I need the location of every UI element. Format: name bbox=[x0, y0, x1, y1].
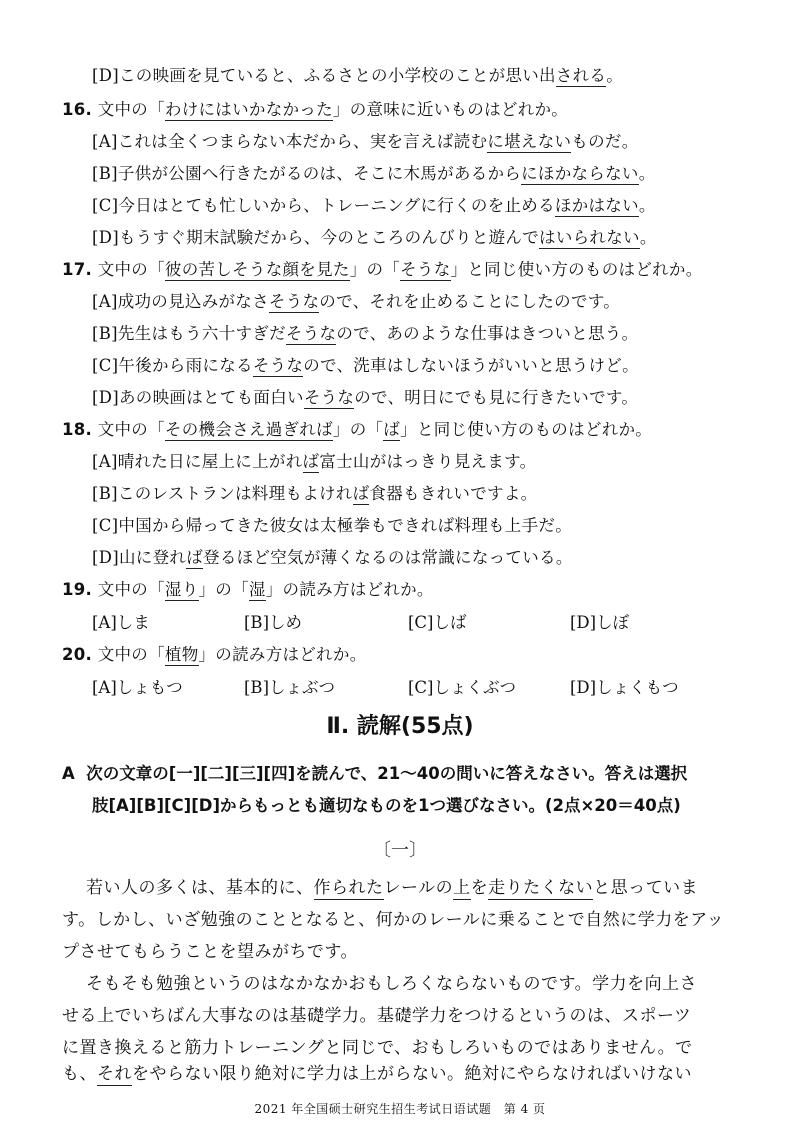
passage-line-3: プさせてもらうことを望みがちです。 bbox=[62, 942, 358, 962]
q18-stem: 18. 文中の「その機会さえ過ぎれば」の「ば」と同じ使い方のものはどれか。 bbox=[62, 420, 653, 439]
page-footer: 2021 年全国硕士研究生招生考试日语试题 第 4 页 bbox=[254, 1102, 546, 1116]
q17-option-d: [D]あの映画はとても面白いそうなので、明日にでも見に行きたいです。 bbox=[92, 388, 639, 407]
q16-option-b: [B]子供が公園へ行きたがるのは、そこに木馬があるからにほかならない。 bbox=[92, 164, 656, 183]
passage-line-4: そもそも勉強というのはなかなかおもしろくならないものです。学力を向上さ bbox=[86, 974, 698, 994]
q19-option-a: [A]しま bbox=[92, 613, 150, 632]
q20-stem: 20. 文中の「植物」の読み方はどれか。 bbox=[62, 645, 367, 664]
q20-option-b: [B]しょぶつ bbox=[244, 678, 335, 697]
instruction-line-2: 肢[A][B][C][D]からもっとも適切なものを1つ選びなさい。(2点×20＝40点) bbox=[92, 796, 681, 815]
q19-stem: 19. 文中の「湿り」の「湿」の読み方はどれか。 bbox=[62, 580, 434, 599]
q19-option-c: [C]しば bbox=[408, 613, 467, 632]
q19-option-b: [B]しめ bbox=[244, 613, 302, 632]
q16-stem: 16. 文中の「わけにはいかなかった」の意味に近いものはどれか。 bbox=[62, 100, 569, 119]
q16-option-a: [A]これは全くつまらない本だから、実を言えば読むに堪えないものだ。 bbox=[92, 132, 639, 151]
q18-option-a: [A]晴れた日に屋上に上がれば富士山がはっきり見えます。 bbox=[92, 452, 537, 471]
q20-option-c: [C]しょくぶつ bbox=[408, 678, 516, 697]
q18-option-b: [B]このレストランは料理もよければ食器もきれいですよ。 bbox=[92, 484, 538, 503]
instruction-line-1: A 次の文章の[一][二][三][四]を読んで、21～40の問いに答えなさい。答えは選択 bbox=[62, 764, 688, 783]
passage-line-6: に置き換えると筋力トレーニングと同じで、おもしろいものではありません。で bbox=[62, 1038, 693, 1058]
q20-option-a: [A]しょもつ bbox=[92, 678, 183, 697]
q18-option-d: [D]山に登れば登るほど空気が薄くなるのは常識になっている。 bbox=[92, 548, 573, 567]
passage-marker: 〔一〕 bbox=[373, 840, 427, 861]
q20-option-d: [D]しょくもつ bbox=[570, 678, 679, 697]
section-title: Ⅱ. 読解(55点) bbox=[326, 714, 474, 739]
q17-option-c: [C]午後から雨になるそうなので、洗車はしないほうがいいと思うけど。 bbox=[92, 356, 639, 375]
passage-line-7: も、それをやらない限り絶対に学力は上がらない。絶対にやらなければいけない bbox=[62, 1064, 692, 1084]
q17-option-a: [A]成功の見込みがなさそうなので、それを止めることにしたのです。 bbox=[92, 292, 621, 311]
q15-option-d: [D]この映画を見ていると、ふるさとの小学校のことが思い出される。 bbox=[92, 66, 624, 85]
q19-option-d: [D]しぼ bbox=[570, 613, 630, 632]
q16-option-d: [D]もうすぐ期末試験だから、今のところのんびりと遊んではいられない。 bbox=[92, 228, 657, 247]
q17-stem: 17. 文中の「彼の苦しそうな顔を見た」の「そうな」と同じ使い方のものはどれか。 bbox=[62, 260, 703, 279]
passage-line-2: す。しかし、いざ勉強のこととなると、何かのレールに乗ることで自然に学力をアッ bbox=[62, 910, 725, 930]
q17-option-b: [B]先生はもう六十すぎだそうなので、あのような仕事はきついと思う。 bbox=[92, 324, 639, 343]
passage-line-5: せる上でいちばん大事なのは基礎学力。基礎学力をつけるというのは、スポーツ bbox=[62, 1006, 692, 1026]
passage-line-1: 若い人の多くは、基本的に、作られたレールの上を走りたくないと思っていま bbox=[86, 878, 699, 898]
q18-option-c: [C]中国から帰ってきた彼女は太極拳もできれば料理も上手だ。 bbox=[92, 516, 572, 535]
q16-option-c: [C]今日はとても忙しいから、トレーニングに行くのを止めるほかはない。 bbox=[92, 196, 656, 215]
